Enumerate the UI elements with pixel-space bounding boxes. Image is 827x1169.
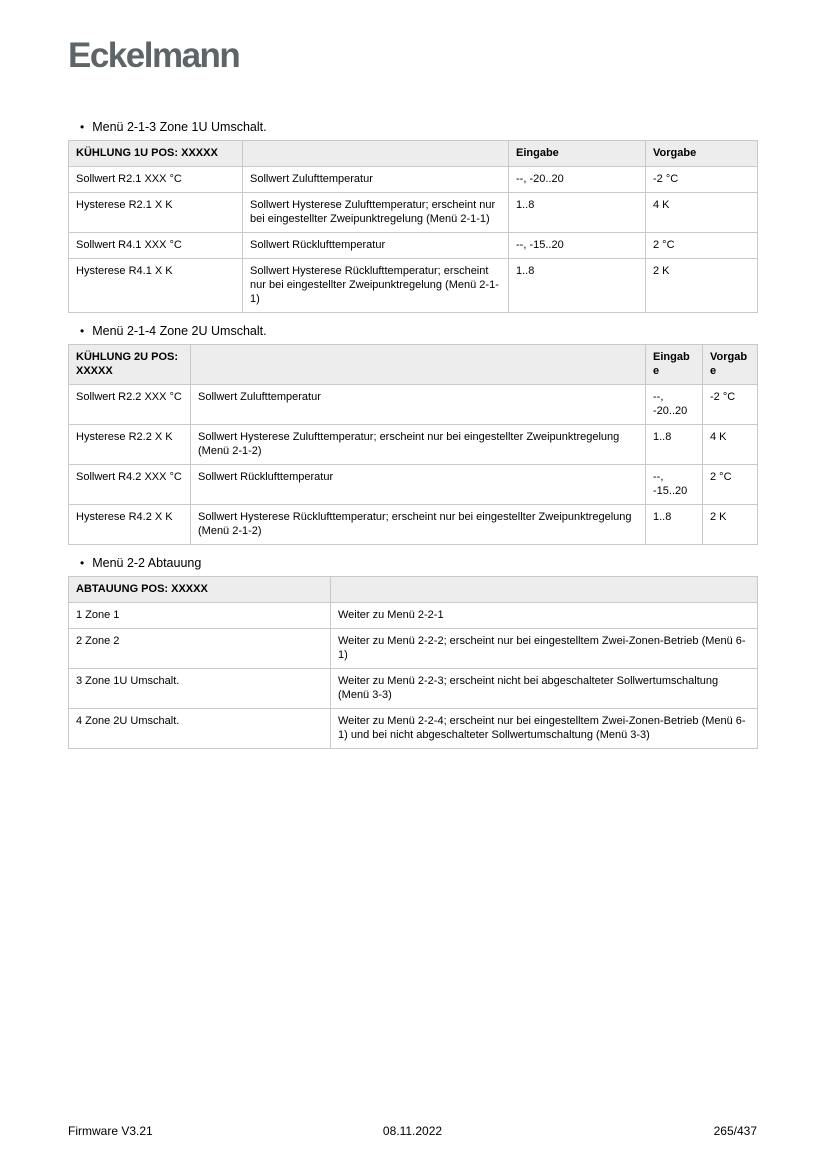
section-title: Menü 2-1-3 Zone 1U Umschalt. bbox=[92, 120, 267, 134]
cell-eingabe: 1..8 bbox=[509, 193, 646, 233]
cell-menu-item: 3 Zone 1U Umschalt. bbox=[69, 669, 331, 709]
table-row bbox=[69, 629, 758, 669]
cell-description: Sollwert Zulufttemperatur bbox=[191, 385, 646, 425]
cell-description: Weiter zu Menü 2-2-3; erscheint nicht bei abgeschalteter Sollwertumschaltung (Menü 3-3) bbox=[331, 669, 758, 709]
cell-vorgabe: 2 °C bbox=[646, 233, 758, 259]
header-cell-vorgabe: Vorgabe bbox=[646, 141, 758, 167]
cell-description: Sollwert Hysterese Zulufttemperatur; erscheint nur bei eingestellter Zweipunktregelung (Menü 2-1-1) bbox=[243, 193, 509, 233]
cell-parameter: Sollwert R2.2 XXX °C bbox=[69, 385, 191, 425]
kuehlung-2u-table bbox=[68, 344, 758, 545]
cell-parameter: Hysterese R4.1 X K bbox=[69, 259, 243, 313]
cell-description: Sollwert Zulufttemperatur bbox=[243, 167, 509, 193]
cell-description: Sollwert Rücklufttemperatur bbox=[243, 233, 509, 259]
abtauung-table bbox=[68, 576, 758, 749]
table-row bbox=[69, 259, 758, 313]
section-heading-menu-2-2 bbox=[80, 556, 757, 571]
cell-eingabe: 1..8 bbox=[646, 425, 703, 465]
table-header-row bbox=[69, 141, 758, 167]
bullet-icon: • bbox=[80, 120, 85, 134]
header-cell-title: KÜHLUNG 1U POS: XXXXX bbox=[69, 141, 243, 167]
table-header-row bbox=[69, 345, 758, 385]
header-cell-vorgabe: Vorgabe bbox=[703, 345, 758, 385]
cell-description: Sollwert Hysterese Rücklufttemperatur; erscheint nur bei eingestellter Zweipunktregelung (Menü 2-1-2) bbox=[191, 505, 646, 545]
header-cell-eingabe: Eingabe bbox=[646, 345, 703, 385]
header-cell-empty bbox=[331, 577, 758, 603]
cell-vorgabe: 2 K bbox=[703, 505, 758, 545]
table-row bbox=[69, 385, 758, 425]
cell-eingabe: --, -15..20 bbox=[509, 233, 646, 259]
cell-vorgabe: 2 °C bbox=[703, 465, 758, 505]
cell-parameter: Sollwert R4.1 XXX °C bbox=[69, 233, 243, 259]
table-row bbox=[69, 167, 758, 193]
table-row bbox=[69, 465, 758, 505]
table-row bbox=[69, 233, 758, 259]
footer-date: 08.11.2022 bbox=[382, 1124, 443, 1138]
cell-eingabe: --, -15..20 bbox=[646, 465, 703, 505]
cell-description: Sollwert Hysterese Zulufttemperatur; erscheint nur bei eingestellter Zweipunktregelung (Menü 2-1-2) bbox=[191, 425, 646, 465]
cell-description: Weiter zu Menü 2-2-4; erscheint nur bei eingestelltem Zwei-Zonen-Betrieb (Menü 6-1) und bei nicht abgeschalteter Sollwertumschaltung (Menü 3-3) bbox=[331, 709, 758, 749]
cell-vorgabe: -2 °C bbox=[703, 385, 758, 425]
cell-eingabe: 1..8 bbox=[646, 505, 703, 545]
bullet-icon: • bbox=[80, 324, 85, 338]
cell-vorgabe: 4 K bbox=[646, 193, 758, 233]
header-cell-empty bbox=[191, 345, 646, 385]
section-title: Menü 2-1-4 Zone 2U Umschalt. bbox=[92, 324, 267, 338]
table-row bbox=[69, 669, 758, 709]
cell-menu-item: 4 Zone 2U Umschalt. bbox=[69, 709, 331, 749]
footer-firmware-version: Firmware V3.21 bbox=[68, 1124, 153, 1138]
kuehlung-1u-table bbox=[68, 140, 758, 313]
cell-parameter: Sollwert R4.2 XXX °C bbox=[69, 465, 191, 505]
section-heading-menu-2-1-3 bbox=[80, 120, 757, 135]
cell-description: Sollwert Rücklufttemperatur bbox=[191, 465, 646, 505]
cell-parameter: Hysterese R2.2 X K bbox=[69, 425, 191, 465]
cell-description: Weiter zu Menü 2-2-2; erscheint nur bei eingestelltem Zwei-Zonen-Betrieb (Menü 6-1) bbox=[331, 629, 758, 669]
header-cell-empty bbox=[243, 141, 509, 167]
cell-menu-item: 1 Zone 1 bbox=[69, 603, 331, 629]
cell-vorgabe: 2 K bbox=[646, 259, 758, 313]
page-content bbox=[68, 0, 757, 749]
table-row bbox=[69, 193, 758, 233]
cell-eingabe: --, -20..20 bbox=[646, 385, 703, 425]
header-cell-eingabe: Eingabe bbox=[509, 141, 646, 167]
footer-page-number: 265/437 bbox=[713, 1124, 757, 1138]
section-title: Menü 2-2 Abtauung bbox=[92, 556, 202, 570]
cell-parameter: Sollwert R2.1 XXX °C bbox=[69, 167, 243, 193]
bullet-icon: • bbox=[80, 556, 85, 570]
cell-eingabe: --, -20..20 bbox=[509, 167, 646, 193]
table-row bbox=[69, 505, 758, 545]
section-heading-menu-2-1-4 bbox=[80, 324, 757, 339]
eckelmann-logo: Eckelmann bbox=[68, 36, 240, 75]
table-row bbox=[69, 709, 758, 749]
cell-description: Sollwert Hysterese Rücklufttemperatur; erscheint nur bei eingestellter Zweipunktregelung (Menü 2-1-1) bbox=[243, 259, 509, 313]
header-cell-title: KÜHLUNG 2U POS: XXXXX bbox=[69, 345, 191, 385]
table-row bbox=[69, 603, 758, 629]
header-cell-title: ABTAUUNG POS: XXXXX bbox=[69, 577, 331, 603]
cell-eingabe: 1..8 bbox=[509, 259, 646, 313]
page-footer bbox=[68, 1124, 757, 1139]
cell-vorgabe: 4 K bbox=[703, 425, 758, 465]
cell-menu-item: 2 Zone 2 bbox=[69, 629, 331, 669]
table-row bbox=[69, 425, 758, 465]
cell-parameter: Hysterese R2.1 X K bbox=[69, 193, 243, 233]
cell-parameter: Hysterese R4.2 X K bbox=[69, 505, 191, 545]
cell-vorgabe: -2 °C bbox=[646, 167, 758, 193]
cell-description: Weiter zu Menü 2-2-1 bbox=[331, 603, 758, 629]
table-header-row bbox=[69, 577, 758, 603]
